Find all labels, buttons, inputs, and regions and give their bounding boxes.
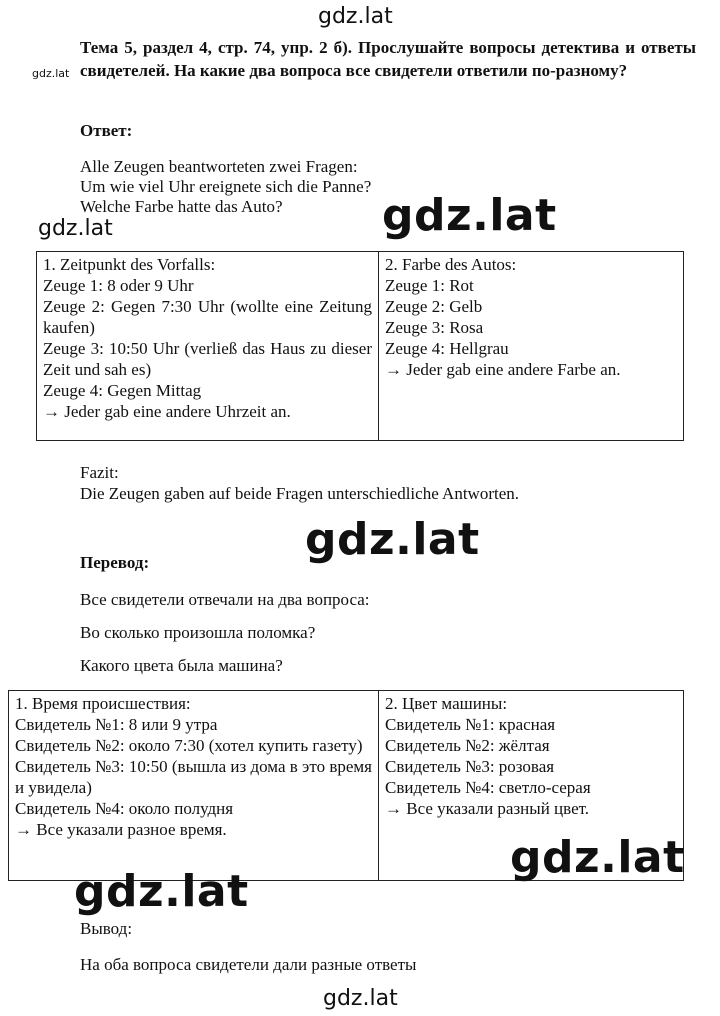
translation-line: Все свидетели отвечали на два вопроса:	[80, 590, 370, 609]
answer-table	[36, 251, 684, 441]
table-line: Zeuge 1: Rot	[385, 276, 474, 295]
watermark-big: gdz.lat	[305, 514, 480, 565]
answer-label: Ответ:	[80, 121, 133, 140]
task-heading-ref: Тема 5, раздел 4, стр. 74, упр. 2 б).	[80, 38, 353, 57]
conclusion-label: Вывод:	[80, 919, 133, 938]
answer-intro-line: Alle Zeugen beantworteten zwei Fragen:	[80, 157, 358, 176]
fazit-label: Fazit:	[80, 463, 119, 482]
answer-intro-line: Welche Farbe hatte das Auto?	[80, 197, 283, 216]
table-line: Zeuge 3: 10:50 Uhr (verließ das Haus zu dieser Zeit und sah es)	[43, 339, 372, 379]
table-line: 1. Время происшествия:	[15, 694, 191, 713]
table-line: → Все указали разный цвет.	[385, 799, 590, 818]
task-heading	[80, 36, 696, 82]
table-line: Свидетель №3: розовая	[385, 757, 555, 776]
task-heading-text: Прослушайте вопросы детектива и ответы свидетелей. На какие два вопроса все свидетели ответили по-разному?	[80, 38, 697, 80]
table-line: Свидетель №2: около 7:30 (хотел купить газету)	[15, 736, 363, 755]
table-line: Свидетель №1: 8 или 9 утра	[15, 715, 218, 734]
answer-intro-line: Um wie viel Uhr ereignete sich die Panne?	[80, 177, 372, 196]
fazit-text: Die Zeugen gaben auf beide Fragen unterschiedliche Antworten.	[80, 484, 520, 503]
table-line: Свидетель №2: жёлтая	[385, 736, 550, 755]
watermark-top: gdz.lat	[318, 4, 393, 29]
conclusion-text: На оба вопроса свидетели дали разные ответы	[80, 955, 417, 974]
table-line: → Все указали разное время.	[15, 820, 227, 839]
table-line: Zeuge 4: Hellgrau	[385, 339, 509, 358]
table-line: 1. Zeitpunkt des Vorfalls:	[43, 255, 216, 274]
table-line: → Jeder gab eine andere Uhrzeit an.	[43, 402, 291, 421]
table-line: 2. Цвет машины:	[385, 694, 508, 713]
table-line: Zeuge 1: 8 oder 9 Uhr	[43, 276, 194, 295]
translation-table-left-cell	[9, 691, 379, 881]
table-line: Zeuge 2: Gelb	[385, 297, 483, 316]
watermark-small: gdz.lat	[38, 216, 113, 241]
table-line: Zeuge 3: Rosa	[385, 318, 484, 337]
watermark-big: gdz.lat	[382, 190, 557, 241]
translation-label: Перевод:	[80, 553, 150, 572]
table-line: 2. Farbe des Autos:	[385, 255, 517, 274]
table-line: Свидетель №3: 10:50 (вышла из дома в это время и увидела)	[15, 757, 372, 797]
table-line: Свидетель №4: около полудня	[15, 799, 234, 818]
table-line: Zeuge 2: Gegen 7:30 Uhr (wollte eine Zeitung kaufen)	[43, 297, 372, 337]
answer-table-right-cell	[379, 252, 684, 441]
table-line: Свидетель №4: светло-серая	[385, 778, 591, 797]
watermark-bottom: gdz.lat	[323, 986, 398, 1011]
answer-table-left-cell	[37, 252, 379, 441]
translation-line: Какого цвета была машина?	[80, 656, 283, 675]
watermark-big: gdz.lat	[74, 866, 249, 917]
table-line: Zeuge 4: Gegen Mittag	[43, 381, 202, 400]
table-line: Свидетель №1: красная	[385, 715, 556, 734]
watermark-tiny: gdz.lat	[32, 67, 70, 80]
table-line: → Jeder gab eine andere Farbe an.	[385, 360, 621, 379]
watermark-big: gdz.lat	[510, 832, 685, 883]
translation-line: Во сколько произошла поломка?	[80, 623, 316, 642]
